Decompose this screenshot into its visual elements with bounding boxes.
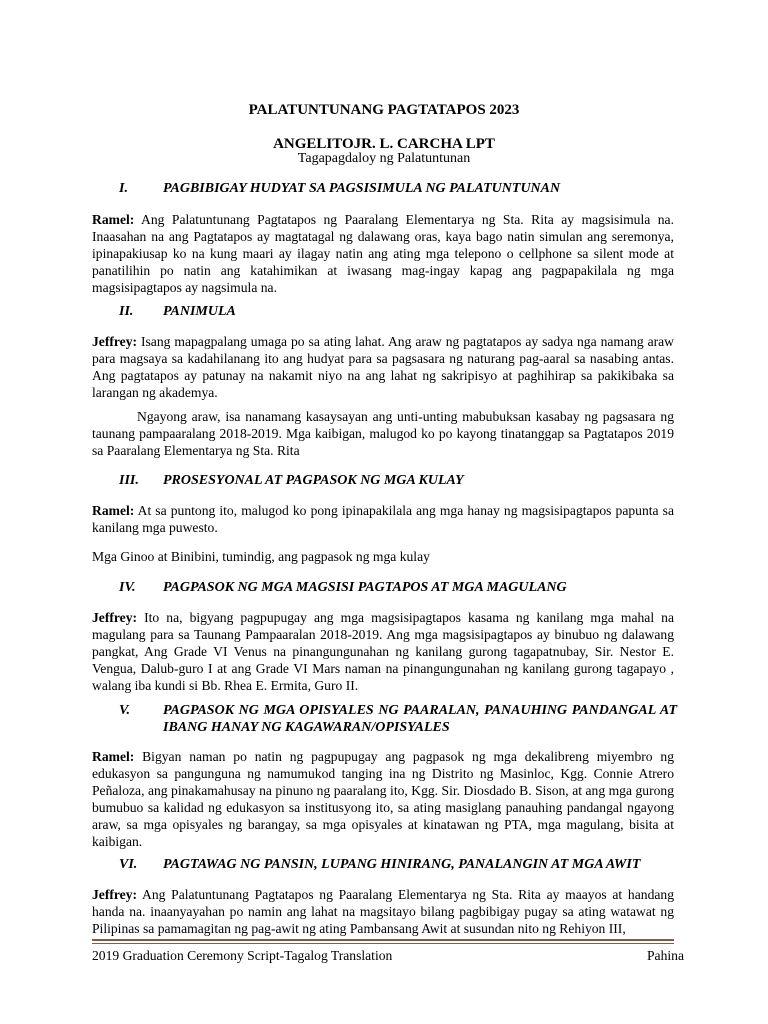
section-title: PROSESYONAL AT PAGPASOK NG MGA KULAY bbox=[163, 473, 464, 488]
section-number: V. bbox=[119, 703, 131, 718]
paragraph-text: Mga Ginoo at Binibini, tumindig, ang pagpasok ng mga kulay bbox=[92, 549, 430, 564]
paragraph bbox=[92, 886, 674, 937]
section-number: IV. bbox=[119, 580, 136, 595]
speaker-name: Ramel: bbox=[92, 503, 135, 518]
footer-page-label: Pahina bbox=[647, 948, 684, 963]
paragraph-text: Bigyan naman po natin ng pagpupugay ang pagpasok ng mga dekalibreng miyembro ng edukasyon sa pangunguna ng namumukod tanging ina ng Distrito ng Masinloc, Kgg. Connie Atrero Peñaloza, ang pinakamahusay na pinuno ng paaralang ito, Kgg. Sir. Diosdado B. Sison, at ang mga gurong bumubuo sa kalidad ng edukasyon sa institusyong ito, sa ating masiglang panauhing pandangal ngayong araw, sa mga opisyales ng barangay, sa mga opisyales at kinatawan ng PTA, mga magulang, bisita at kaibigan. bbox=[92, 749, 674, 849]
section-title: PAGPASOK NG MGA MAGSISI PAGTAPOS AT MGA MAGULANG bbox=[163, 580, 567, 595]
emcee-name: ANGELITOJR. L. CARCHA LPT bbox=[273, 136, 495, 152]
footer-rule bbox=[92, 939, 674, 941]
section-title: PAGPASOK NG MGA OPISYALES NG PAARALAN, PANAUHING PANDANGAL AT IBANG HANAY NG KAGAWARAN/OPISYALES bbox=[163, 703, 677, 735]
paragraph bbox=[92, 408, 674, 459]
footer-text: 2019 Graduation Ceremony Script-Tagalog Translation bbox=[92, 948, 393, 963]
section-title: PAGBIBIGAY HUDYAT SA PAGSISIMULA NG PALATUNTUNAN bbox=[163, 181, 561, 196]
paragraph bbox=[92, 548, 674, 565]
section-number: III. bbox=[119, 473, 139, 488]
paragraph bbox=[92, 609, 674, 694]
speaker-name: Ramel: bbox=[92, 749, 135, 764]
speaker-name: Jeffrey: bbox=[92, 887, 138, 902]
document-title: PALATUNTUNANG PAGTATAPOS 2023 bbox=[248, 102, 520, 118]
paragraph bbox=[92, 211, 674, 296]
footer-rule-thin bbox=[92, 943, 674, 944]
speaker-name: Ramel: bbox=[92, 212, 135, 227]
section-number: II. bbox=[119, 304, 134, 319]
paragraph bbox=[92, 502, 674, 536]
paragraph-text: At sa puntong ito, malugod ko pong ipinapakilala ang mga hanay ng magsisipagtapos papunta sa kanilang mga puwesto. bbox=[92, 503, 674, 535]
section-number: I. bbox=[119, 181, 128, 196]
emcee-role: Tagapagdaloy ng Palatuntunan bbox=[297, 151, 471, 166]
section-title: PANIMULA bbox=[163, 304, 236, 319]
paragraph-text: Ngayong araw, isa nanamang kasaysayan ang unti-unting mabubuksan kasabay ng pagsasara ng taunang pampaaralang 2018-2019. Mga kaibigan, malugod ko po kayong tinatanggap sa Pagtatapos 2019 sa Paaralang Elementarya ng Sta. Rita bbox=[92, 409, 674, 458]
paragraph-text: Isang mapagpalang umaga po sa ating lahat. Ang araw ng pagtatapos ay sadya nga namang araw para magsaya sa kadahilanang ito ang hudyat para sa pagsasara ng naturang pag-aaral sa nasabing antas. Ang pagtatapos ay patunay na nakamit niyo na ang lahat ng sakripisyo at paghihirap sa pakikibaka sa larangan ng akademya. bbox=[92, 334, 674, 400]
paragraph-text: Ito na, bigyang pagpupugay ang mga magsisipagtapos kasama ng kanilang mga mahal na magulang para sa Taunang Pampaaralan 2018-2019. Ang mga magsisipagtapos ay binubuo ng dalawang pangkat, Ang Grade VI Venus na pinangungunahan ng kanilang gurong tagapatnubay, Sir. Nestor E. Vengua, Dalub-guro I at ang Grade VI Mars naman na pinangungunahan ng kanilang gurong tagapayo , walang iba kundi si Bb. Rhea E. Ermita, Guro II. bbox=[92, 610, 674, 693]
speaker-name: Jeffrey: bbox=[92, 610, 138, 625]
paragraph bbox=[92, 333, 674, 401]
paragraph bbox=[92, 748, 674, 850]
section-number: VI. bbox=[119, 857, 138, 872]
paragraph-text: Ang Palatuntunang Pagtatapos ng Paaralang Elementarya ng Sta. Rita ay maayos at handang handa na. inaanyayahan po namin ang lahat na magsitayo bilang pagbibigay pugay sa ating watawat ng Pilipinas sa pamamagitan ng pag-awit ng ating Pambansang Awit at susundan nito ng Rehiyon III, bbox=[92, 887, 674, 936]
paragraph-text: Ang Palatuntunang Pagtatapos ng Paaralang Elementarya ng Sta. Rita ay magsisimula na. Inaasahan na ang Pagtatapos ay magtatagal ng dalawang oras, kaya bago natin simulan ang seremonya, ipinapakiusap ko na kung maari ay ilagay natin ang ating mga telepono o cellphone sa silent mode at panatilihin po natin ang katahimikan at iwasang mag-ingay kapag ang pagpapakilala ng mga magsisipagtapos ay nagsimula na. bbox=[92, 212, 674, 295]
section-title: PAGTAWAG NG PANSIN, LUPANG HINIRANG, PANALANGIN AT MGA AWIT bbox=[163, 857, 641, 872]
speaker-name: Jeffrey: bbox=[92, 334, 138, 349]
